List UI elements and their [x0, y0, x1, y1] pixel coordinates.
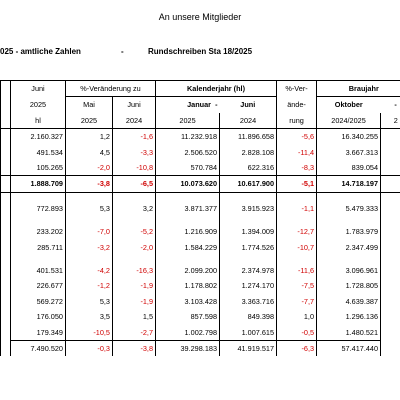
cell-v2: -3,2 [66, 240, 113, 255]
col-calendar-year-label: Kalenderjahr (hl) [156, 81, 277, 97]
cell-v6: -7,7 [277, 294, 317, 309]
cell-v7: 5.479.333 [317, 201, 381, 216]
cell-v7: 4.639.387 [317, 294, 381, 309]
table-row [1, 263, 400, 278]
cell-v1: 176.050 [11, 309, 66, 324]
table-row [1, 278, 400, 293]
cell-v7: 57.417.440 [317, 340, 381, 356]
cell-v2: -0,3 [66, 340, 113, 356]
col-change-bottom-label: rung [277, 113, 317, 129]
page-title: An unsere Mitglieder [158, 12, 242, 22]
col-oktober-label: Oktober [317, 97, 381, 113]
col-change-mid-label: ände- [277, 97, 317, 113]
col-unit-label: hl [11, 113, 66, 129]
cell-v4: 1.178.802 [156, 278, 220, 293]
cell-v4: 857.598 [156, 309, 220, 324]
col-juni2-label: Juni [113, 97, 156, 113]
cell-v5: 1.394.009 [220, 224, 277, 239]
cell-v6: -0,5 [277, 324, 317, 340]
cell-v1: 401.531 [11, 263, 66, 278]
table-row [1, 240, 400, 255]
cell-v5: 2.828.108 [220, 145, 277, 160]
col-juni3-label: Juni [220, 97, 277, 113]
cell-v1: 569.272 [11, 294, 66, 309]
cell-v3: -1,9 [113, 294, 156, 309]
cell-v1: 285.711 [11, 240, 66, 255]
table-row [1, 145, 400, 160]
table-header-row-1 [1, 81, 400, 97]
col-mai-label: Mai [66, 97, 113, 113]
col-year-2025-a: 2025 [66, 113, 113, 129]
cell-v5: 3.363.716 [220, 294, 277, 309]
cell-v5: 3.915.923 [220, 201, 277, 216]
cell-v4: 2.506.520 [156, 145, 220, 160]
cell-v1: 226.677 [11, 278, 66, 293]
cell-v4: 39.298.183 [156, 340, 220, 356]
cell-v1: 7.490.520 [11, 340, 66, 356]
row-spacer [1, 192, 400, 201]
table-row [1, 224, 400, 239]
table-row [1, 160, 400, 176]
cell-v3: -2,7 [113, 324, 156, 340]
col-oktober-dash: - [381, 97, 400, 113]
cell-v6: -10,7 [277, 240, 317, 255]
cell-v5: 1.274.170 [220, 278, 277, 293]
cell-v2: 5,3 [66, 201, 113, 216]
cell-v7: 1.728.805 [317, 278, 381, 293]
cell-v4: 1.002.798 [156, 324, 220, 340]
cell-v5: 849.398 [220, 309, 277, 324]
cell-v1: 179.349 [11, 324, 66, 340]
circular-reference: Rundschreiben Sta 18/2025 [148, 47, 253, 56]
cell-v5: 1.007.615 [220, 324, 277, 340]
col-year-2024-b: 2024 [220, 113, 277, 129]
col-change-label: %-Veränderung zu [66, 81, 156, 97]
cell-v5: 10.617.900 [220, 176, 277, 192]
cell-v1: 233.202 [11, 224, 66, 239]
cell-v6: -8,3 [277, 160, 317, 176]
cell-v2: 5,3 [66, 294, 113, 309]
cell-v6: -11,6 [277, 263, 317, 278]
row-spacer [1, 255, 400, 263]
cell-v4: 3.103.428 [156, 294, 220, 309]
cell-v3: -3,3 [113, 145, 156, 160]
table-row [1, 129, 400, 145]
cell-v6: 1,0 [277, 309, 317, 324]
cell-v3: -1,6 [113, 129, 156, 145]
cell-v3: -16,3 [113, 263, 156, 278]
cell-v2: -7,0 [66, 224, 113, 239]
cell-v3: -1,9 [113, 278, 156, 293]
cell-v3: -5,2 [113, 224, 156, 239]
subtitle-separator: - [121, 47, 124, 56]
table-row [1, 294, 400, 309]
cell-v5: 1.774.526 [220, 240, 277, 255]
col-year-trunc: 2 [381, 113, 400, 129]
cell-v1: 491.534 [11, 145, 66, 160]
cell-v3: 1,5 [113, 309, 156, 324]
cell-v2: -10,5 [66, 324, 113, 340]
table-row [1, 340, 400, 356]
cell-v6: -11,4 [277, 145, 317, 160]
cell-v5: 11.896.658 [220, 129, 277, 145]
cell-v6: -6,3 [277, 340, 317, 356]
col-juni-label: Juni [11, 81, 66, 97]
cell-v2: 4,5 [66, 145, 113, 160]
cell-v6: -5,1 [277, 176, 317, 192]
row-spacer [1, 216, 400, 224]
cell-v4: 10.073.620 [156, 176, 220, 192]
cell-v6: -5,6 [277, 129, 317, 145]
col-year-2024-2025: 2024/2025 [317, 113, 381, 129]
cell-v2: -2,0 [66, 160, 113, 176]
col-year-label: 2025 [11, 97, 66, 113]
cell-v1: 772.893 [11, 201, 66, 216]
cell-v4: 3.871.377 [156, 201, 220, 216]
cell-v6: -7,5 [277, 278, 317, 293]
cell-v3: -6,5 [113, 176, 156, 192]
cell-v1: 1.888.709 [11, 176, 66, 192]
cell-v3: -2,0 [113, 240, 156, 255]
cell-v2: 3,5 [66, 309, 113, 324]
table-row [1, 176, 400, 192]
statistics-table [0, 80, 400, 356]
subtitle-source: 025 - amtliche Zahlen [0, 47, 81, 56]
col-year-2024-a: 2024 [113, 113, 156, 129]
cell-v6: -12,7 [277, 224, 317, 239]
cell-v2: 1,2 [66, 129, 113, 145]
cell-v7: 3.096.961 [317, 263, 381, 278]
col-year-2025-b: 2025 [156, 113, 220, 129]
table-header-row-2 [1, 97, 400, 113]
table-row [1, 309, 400, 324]
cell-v4: 11.232.918 [156, 129, 220, 145]
cell-v1: 105.265 [11, 160, 66, 176]
table-row [1, 324, 400, 340]
col-change-top-label: %-Ver- [277, 81, 317, 97]
cell-v4: 1.216.909 [156, 224, 220, 239]
cell-v7: 1.783.979 [317, 224, 381, 239]
cell-v7: 839.054 [317, 160, 381, 176]
cell-v5: 622.316 [220, 160, 277, 176]
cell-v3: -10,8 [113, 160, 156, 176]
cell-v5: 2.374.978 [220, 263, 277, 278]
table-row [1, 201, 400, 216]
cell-v3: -3,8 [113, 340, 156, 356]
table-header-row-3 [1, 113, 400, 129]
cell-v7: 1.296.136 [317, 309, 381, 324]
col-brewing-year-label: Braujahr [317, 81, 400, 97]
cell-v7: 16.340.255 [317, 129, 381, 145]
cell-v4: 570.784 [156, 160, 220, 176]
cell-v2: -4,2 [66, 263, 113, 278]
cell-v6: -1,1 [277, 201, 317, 216]
cell-v3: 3,2 [113, 201, 156, 216]
cell-v7: 1.480.521 [317, 324, 381, 340]
cell-v4: 2.099.200 [156, 263, 220, 278]
cell-v5: 41.919.517 [220, 340, 277, 356]
cell-v2: -3,8 [66, 176, 113, 192]
cell-v4: 1.584.229 [156, 240, 220, 255]
cell-v7: 3.667.313 [317, 145, 381, 160]
cell-v7: 2.347.499 [317, 240, 381, 255]
cell-v7: 14.718.197 [317, 176, 381, 192]
cell-v1: 2.160.327 [11, 129, 66, 145]
col-januar-label: Januar - [156, 97, 220, 113]
cell-v2: -1,2 [66, 278, 113, 293]
